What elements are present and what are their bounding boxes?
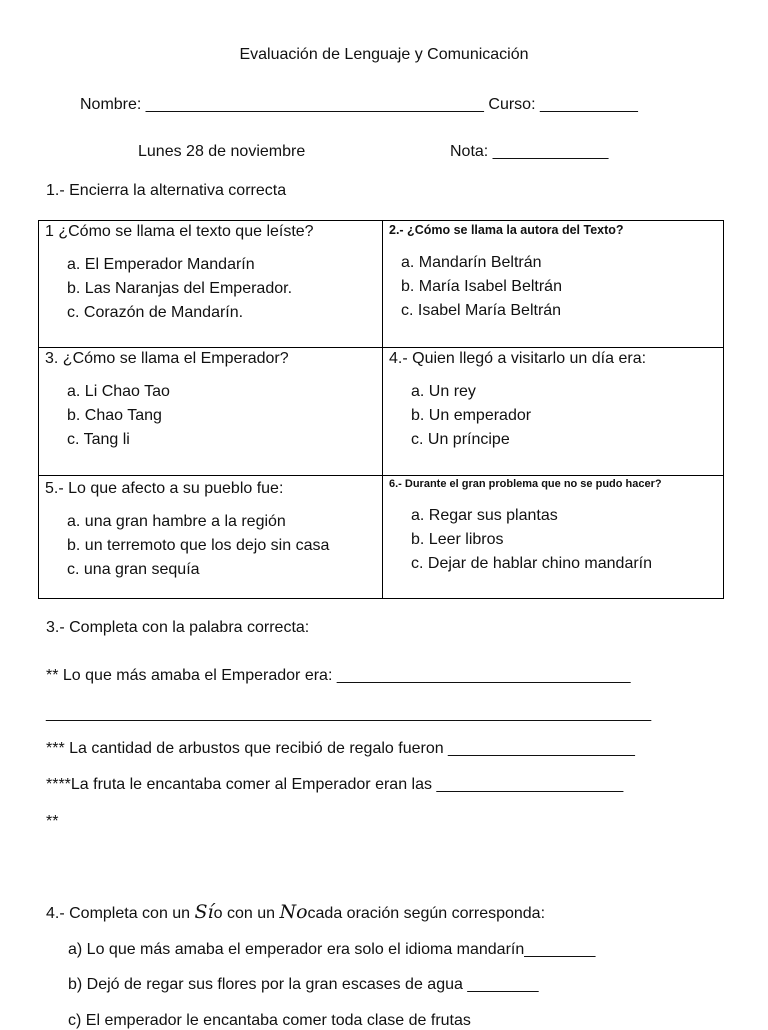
question-6-option-b: b. Leer libros	[411, 531, 504, 548]
table-divider-vertical	[382, 221, 383, 598]
question-6-option-c: c. Dejar de hablar chino mandarín	[411, 555, 653, 572]
question-4-option-c: c. Un príncipe	[411, 431, 510, 448]
section3-instruction: 3.- Completa con la palabra correcta:	[46, 619, 310, 636]
question-1-option-c: c. Corazón de Mandarín.	[67, 304, 244, 321]
question-5-option-a: a. una gran hambre a la región	[67, 513, 286, 530]
question-5	[45, 480, 329, 582]
question-3	[45, 350, 289, 452]
question-4-option-b: b. Un emperador	[411, 407, 532, 424]
question-2-option-b: b. María Isabel Beltrán	[401, 278, 562, 295]
section3-item-1: ** Lo que más amaba el Emperador era: _________________________________	[46, 667, 631, 684]
question-5-option-b: b. un terremoto que los dejo sin casa	[67, 537, 330, 554]
question-3-option-b: b. Chao Tang	[67, 407, 162, 424]
question-3-option-a: a. Li Chao Tao	[67, 383, 170, 400]
question-6	[389, 478, 662, 576]
section1-instruction: 1.- Encierra la alternativa correcta	[46, 182, 287, 199]
name-course-line: Nombre: ______________________________________ Curso: ___________	[80, 96, 638, 113]
section3-item-2: *** La cantidad de arbustos que recibió de regalo fueron _____________________	[46, 740, 635, 757]
section4-instruction-post: cada oración según corresponda:	[307, 905, 546, 922]
question-4-text: 4.- Quien llegó a visitarlo un día era:	[389, 350, 647, 367]
question-2-option-a: a. Mandarín Beltrán	[401, 254, 542, 271]
question-6-text: 6.- Durante el gran problema que no se pudo hacer?	[389, 478, 662, 490]
question-5-text: 5.- Lo que afecto a su pueblo fue:	[45, 480, 284, 497]
question-3-text: 3. ¿Cómo se llama el Emperador?	[45, 350, 289, 367]
table-divider-row1	[39, 347, 723, 348]
section3-item-1-continuation: ____________________________________________________________________	[46, 705, 652, 722]
section4-instruction	[46, 901, 545, 923]
section4-item-c: c) El emperador le encantaba comer toda clase de frutas	[68, 1012, 471, 1029]
question-1-option-b: b. Las Naranjas del Emperador.	[67, 280, 293, 297]
questions-table	[38, 220, 724, 599]
question-5-option-c: c. una gran sequía	[67, 561, 200, 578]
table-divider-row2	[39, 475, 723, 476]
question-4-option-a: a. Un rey	[411, 383, 476, 400]
section3-item-3: ****La fruta le encantaba comer al Emperador eran las _____________________	[46, 776, 624, 793]
question-1-option-a: a. El Emperador Mandarín	[67, 256, 255, 273]
grade-line: Nota: _____________	[450, 143, 609, 160]
question-2	[389, 223, 624, 323]
question-3-option-c: c. Tang li	[67, 431, 130, 448]
section4-instruction-pre: 4.- Completa con un	[46, 905, 195, 922]
question-1	[45, 223, 314, 325]
question-4	[389, 350, 646, 452]
question-1-text: 1 ¿Cómo se llama el texto que leíste?	[45, 223, 314, 240]
section4-item-b: b) Dejó de regar sus flores por la gran escases de agua ________	[68, 976, 539, 993]
section4-instruction-mid: o con un	[213, 905, 280, 922]
question-2-option-c: c. Isabel María Beltrán	[401, 302, 562, 319]
date-text: Lunes 28 de noviembre	[138, 143, 306, 160]
si-word: Sí	[194, 901, 214, 923]
no-word: No	[279, 901, 308, 923]
section3-item-4: **	[46, 813, 59, 830]
question-6-option-a: a. Regar sus plantas	[411, 507, 558, 524]
page-title: Evaluación de Lenguaje y Comunicación	[239, 46, 529, 63]
question-2-text: 2.- ¿Cómo se llama la autora del Texto?	[389, 223, 624, 237]
section4-item-a: a) Lo que más amaba el emperador era solo el idioma mandarín________	[68, 941, 596, 958]
